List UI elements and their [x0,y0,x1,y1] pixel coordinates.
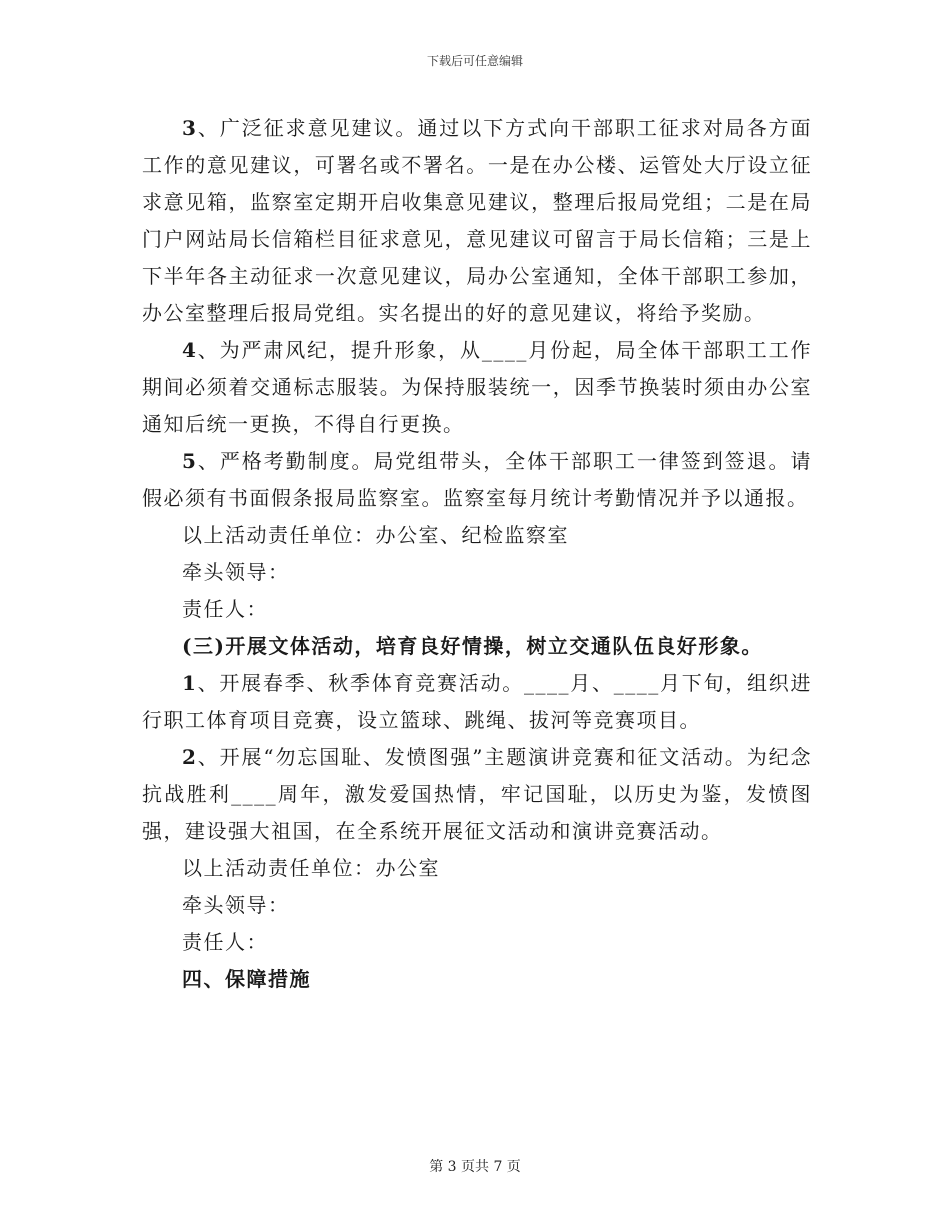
section-heading-3: (三)开展文体活动，培育良好情操，树立交通队伍良好形象。 [182,634,763,658]
item-number: 2 [182,745,198,769]
lead-leader-line: 牵头领导： [182,893,290,917]
paragraph-item-5 [142,443,812,517]
paragraph-item-3 [142,110,812,332]
section-heading-4: 四、保障措施 [182,967,311,991]
document-body [142,110,812,998]
paragraph-text: 、开展春季、秋季体育竞赛活动。____月、____月下旬，组织进行职工体育项目竞赛，设立篮球、跳绳、拔河等竞赛项目。 [142,671,812,732]
paragraph-text: 、开展“勿忘国耻、发愤图强”主题演讲竞赛和征文活动。为纪念抗战胜利____周年，激发爱国热情，牢记国耻，以历史为鉴，发愤图强，建设强大祖国，在全系统开展征文活动和演讲竞赛活动。 [142,745,812,843]
paragraph-text: 、为严肃风纪，提升形象，从____月份起，局全体干部职工工作期间必须着交通标志服装。为保持服装统一，因季节换装时须由办公室通知后统一更换，不得自行更换。 [142,338,812,436]
item-number: 1 [182,671,198,695]
responsible-person-line: 责任人： [182,597,268,621]
paragraph-text: 、严格考勤制度。局党组带头，全体干部职工一律签到签退。请假必须有书面假条报局监察室。监察室每月统计考勤情况并予以通报。 [142,449,812,510]
responsible-unit-line: 以上活动责任单位：办公室、纪检监察室 [182,523,569,547]
paragraph-item-2 [142,739,812,850]
paragraph-item-4 [142,332,812,443]
page-number: 第 3 页共 7 页 [429,1159,521,1175]
paragraph-text: 、广泛征求意见建议。通过以下方式向干部职工征求对局各方面工作的意见建议，可署名或不署名。一是在办公楼、运管处大厅设立征求意见箱，监察室定期开启收集意见建议，整理后报局党组；二是在局门户网站局长信箱栏目征求意见，意见建议可留言于局长信箱；三是上下半年各主动征求一次意见建议，局办公室通知，全体干部职工参加，办公室整理后报局党组。实名提出的好的意见建议，将给予奖励。 [142,116,812,325]
item-number: 5 [182,449,198,473]
item-number: 4 [182,338,198,362]
lead-leader-line: 牵头领导： [182,560,290,584]
responsible-unit-line: 以上活动责任单位：办公室 [182,856,440,880]
paragraph-item-1 [142,665,812,739]
item-number: 3 [182,116,198,140]
responsible-person-line: 责任人： [182,930,268,954]
page-header: 下载后可任意编辑 [426,54,523,68]
